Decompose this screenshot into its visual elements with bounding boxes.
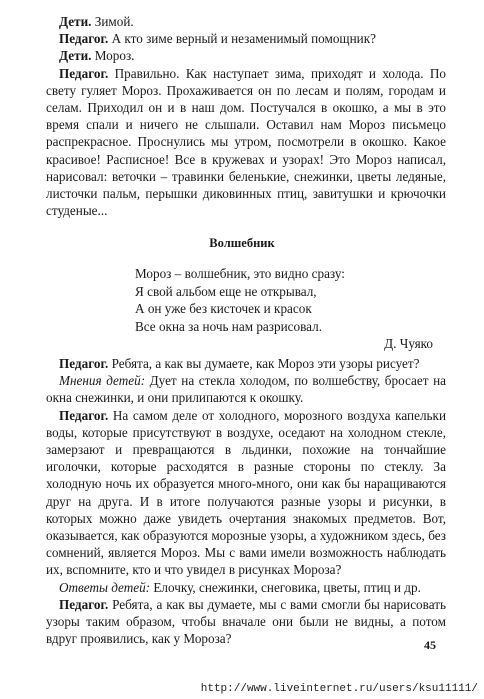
speaker-label: Педагог. <box>59 65 109 81</box>
dialogue-text: Правильно. Как наступает зима, приходят и холода. По свету гуляет Мороз. Прохаживается он по лесам и полям, городам и селам. Приходил он и в наш дом. Постучался в окошко, а мы в это время спали и ничего не слышали. Оставил нам Мороз письмецо распрекрасное. Проснулись мы утром, посмотрели в окошко. Какое красивое! Расписное! Все в кружевах и узорах! Это Мороз написал, нарисовал: веточки – травинки беленькие, снежинки, цветы ледяные, листочки пальм, перышки диковинных птиц, завитушки и крючочки студеные... <box>46 65 446 219</box>
dialogue-block-top <box>46 13 446 219</box>
dialogue-line <box>46 407 446 579</box>
speaker-label: Педагог. <box>59 31 109 47</box>
dialogue-text: Ребята, а как вы думаете, как Мороз эти узоры рисует? <box>108 356 420 371</box>
dialogue-text: Ребята, а как вы думаете, мы с вами смогли бы нарисовать узоры таким образом, чтобы вначале они были не видны, а потом вдруг проявились, как у Мороза? <box>46 596 446 647</box>
poem-line: А он уже без кисточек и красок <box>135 301 312 317</box>
source-watermark: http://www.liveinternet.ru/users/ksu11111/ <box>200 683 478 695</box>
page-number: 45 <box>424 638 436 652</box>
poem-title: Волшебник <box>209 236 275 250</box>
dialogue-text: Мороз. <box>91 48 135 64</box>
dialogue-text: Зимой. <box>91 14 134 29</box>
speaker-label: Мнения детей: <box>59 373 146 389</box>
speaker-label: Педагог. <box>59 356 109 371</box>
dialogue-line <box>46 30 446 47</box>
dialogue-line <box>46 13 446 30</box>
dialogue-line <box>46 579 446 596</box>
speaker-label: Педагог. <box>59 596 109 612</box>
dialogue-line <box>46 47 446 64</box>
dialogue-block-bottom <box>46 355 446 647</box>
speaker-label: Педагог. <box>59 407 109 423</box>
poem-line: Мороз – волшебник, это видно сразу: <box>135 266 345 281</box>
dialogue-text: А кто зиме верный и незаменимый помощник? <box>108 31 376 47</box>
speaker-label: Дети. <box>59 48 92 64</box>
poem <box>135 265 435 353</box>
dialogue-line <box>46 596 446 648</box>
dialogue-line <box>46 65 446 220</box>
dialogue-line <box>46 372 446 406</box>
speaker-label: Ответы детей: <box>59 579 151 595</box>
poem-line: Я свой альбом еще не открывал, <box>135 283 317 299</box>
dialogue-text: Дует на стекла холодом, по волшебству, бросает на окна снежинки, и они прилипаются к окошку. <box>46 373 446 406</box>
dialogue-text: Елочку, снежинки, снеговика, цветы, птиц и др. <box>150 579 421 595</box>
dialogue-text: На самом деле от холодного, морозного воздуха капельки воды, которые присутствуют в воздухе, оседают на холодном стекле, замерзают и превращаются в льдинки, похожие на тончайшие иголочки, которые расходятся в разные стороны по стеклу. За холодную ночь их образуется много-много, они как бы наращиваются друг на друга. И в итоге получаются разные узоры и рисунки, в которых можно даже увидеть очертания знакомых предметов. Вот, оказывается, как образуются морозные узоры, а художником здесь, без сомнений, является Мороз. Мы с вами имели возможность наблюдать их, вспомните, кто и что увидел в рисунках Мороза? <box>46 407 446 578</box>
speaker-label: Дети. <box>59 14 92 29</box>
poem-line: Все окна за ночь нам разрисовал. <box>135 318 322 334</box>
poem-author: Д. Чуяко <box>384 336 433 352</box>
dialogue-line <box>46 355 446 372</box>
